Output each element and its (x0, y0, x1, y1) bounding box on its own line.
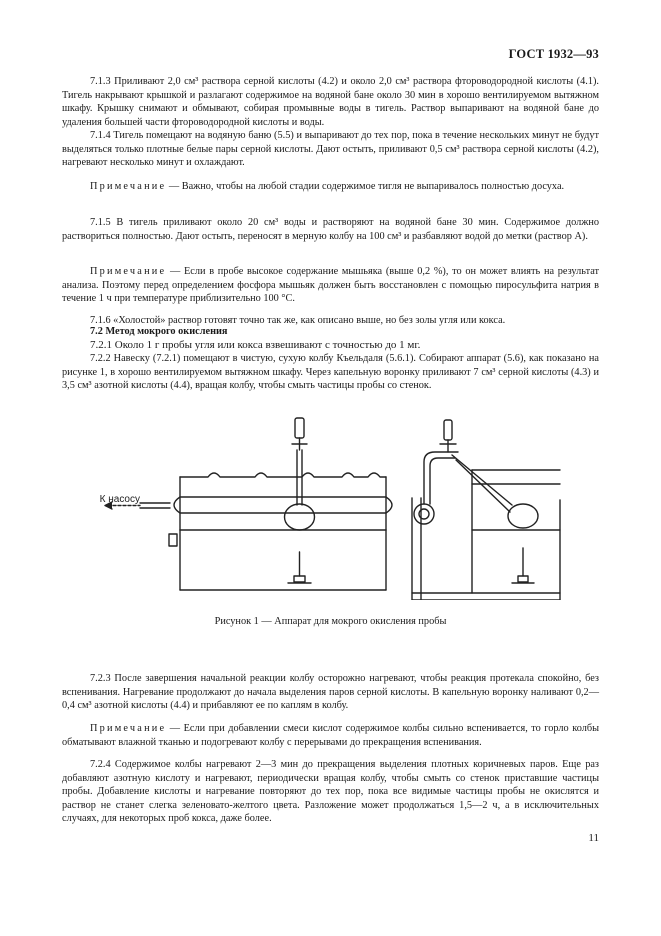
note-lead: Примечание (90, 266, 167, 277)
left-apparatus (105, 418, 392, 590)
apparatus-figure (0, 400, 661, 600)
paragraph-7-1-4: 7.1.4 Тигель помещают на водяную баню (5.5) и выпаривают до тех пор, пока в течение нескольких минут не будут выделяться только плотные белые пары серной кислоты. Дают остыть, приливают 0,5 см³ раствора серной кислоты (4.2), нагревают несколько минут и охлаждают. (62, 130, 599, 169)
figure-caption: Рисунок 1 — Аппарат для мокрого окисления пробы (214, 616, 447, 627)
note-lead: Примечание (90, 181, 167, 192)
pump-label: К насосу (99, 494, 140, 505)
note-text: — Если при добавлении смеси кислот содержимое колбы сильно вспенивается, то горло колбы обматывают влажной тканью и подогревают колбу с перерывами до прекращения вспенивания. (62, 723, 600, 748)
standard-code: ГОСТ 1932—93 (508, 47, 599, 61)
note-3 (62, 722, 599, 749)
note-lead: Примечание (90, 723, 167, 734)
note-text: — Если в пробе высокое содержание мышьяка (выше 0,2 %), то он может влиять на результат анализа. Поэтому перед определением фосфора мышьяк должен быть восстановлен с помощью пиросульфита натрия в течение 1 ч при температуре приблизительно 100 °С. (62, 266, 599, 305)
paragraph-7-2-3: 7.2.3 После завершения начальной реакции колбу осторожно нагревают, чтобы реакция протекала спокойно, без вспенивания. Нагревание продолжают до начала выделения паров серной кислоты. В капельную воронку наливают 0,2—0,4 см³ азотной кислоты (4.4) и прибавляют ее по каплям в колбу. (62, 673, 599, 712)
paragraph-7-2-1: 7.2.1 Около 1 г пробы угля или кокса взвешивают с точностью до 1 мг. (90, 339, 421, 351)
note-2 (62, 265, 599, 306)
paragraph-7-1-5: 7.1.5 В тигель приливают около 20 см³ воды и растворяют на водяной бане 30 мин. Содержимое должно раствориться полностью. Дают остыть, переносят в мерную колбу на 100 см³ и разбавляют водой до метки (раствор А). (62, 217, 599, 242)
page-number: 11 (588, 832, 599, 844)
note-text: — Важно, чтобы на любой стадии содержимое тигля не выпаривалось полностью досуха. (168, 181, 565, 192)
note-1 (62, 180, 599, 194)
paragraph-7-1-3: 7.1.3 Приливают 2,0 см³ раствора серной кислоты (4.2) и около 2,0 см³ раствора фтороводородной кислоты (4.1). Тигель накрывают крышкой и разлагают содержимое на водяной бане около 30 мин в хорошо вентилируемом вытяжном шкафу. Крышку снимают и обмывают, собирая промывные воды в тигель. Раствор выпаривают на водяной бане до удаления большей части фтороводородной кислоты и воды. (62, 76, 599, 128)
paragraph-7-2-4: 7.2.4 Содержимое колбы нагревают 2—3 мин до прекращения выделения плотных коричневых паров. Еще раз добавляют азотную кислоту и нагревают, периодически вращая колбу, чтобы смыть со стенок приставшие частицы пробы. Добавление кислоты и нагревание повторяют до тех пор, пока все видимые частицы пробы не окислятся и раствор не станет слегка зеленовато-желтого цвета. Разложение может продолжаться 1,5—2 ч, а в исключительных случаях, для некоторых проб кокса, даже более. (62, 759, 599, 825)
paragraph-7-2-2: 7.2.2 Навеску (7.2.1) помещают в чистую, сухую колбу Къельдаля (5.6.1). Собирают аппарат (5.6), как показано на рисунке 1, в хорошо вентилируемом вытяжном шкафу. Через капельную воронку приливают 7 см³ серной кислоты (4.3) и 3,5 см³ азотной кислоты (4.4), вращая колбу, чтобы смыть частицы пробы со стенок. (62, 353, 599, 392)
paragraph-7-1-6: 7.1.6 «Холостой» раствор готовят точно так же, как описано выше, но без золы угля или кокса. (90, 315, 506, 326)
right-apparatus (412, 420, 560, 600)
section-heading-7-2: 7.2 Метод мокрого окисления (90, 326, 228, 337)
